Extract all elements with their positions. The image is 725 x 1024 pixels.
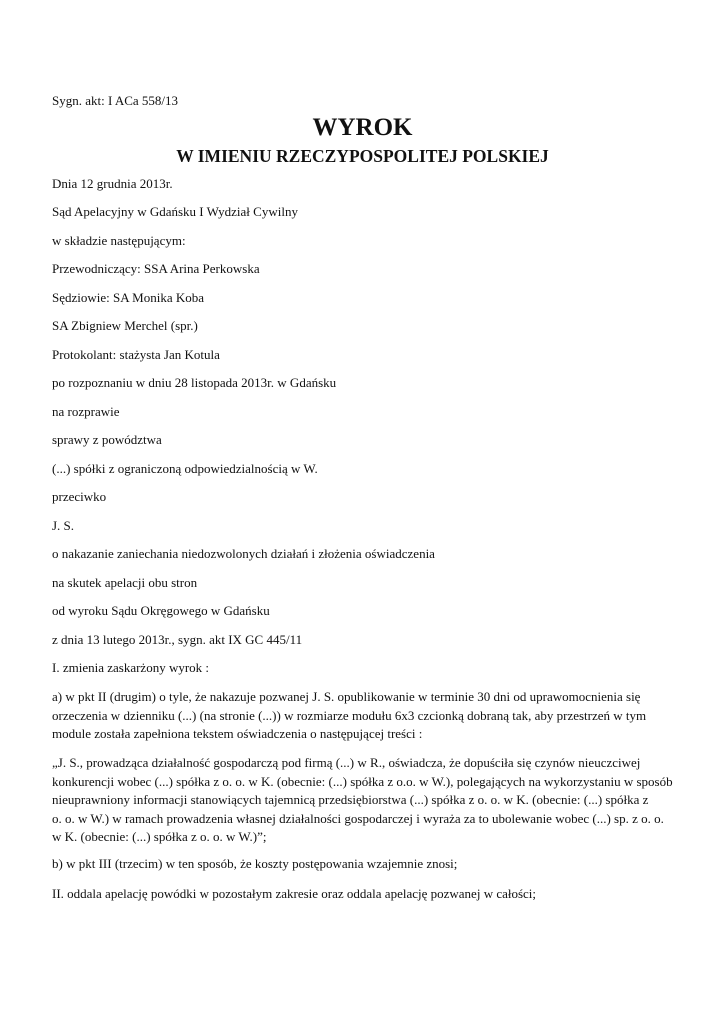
versus-label: przeciwko xyxy=(52,489,107,504)
lower-court: od wyroku Sądu Okręgowego w Gdańsku xyxy=(52,603,270,618)
case-signature: Sygn. akt: I ACa 558/13 xyxy=(52,93,179,108)
paragraph-line: module została zapełniona tekstem oświadczenia o następującej treści : xyxy=(52,726,423,741)
ruling-point-a xyxy=(52,688,678,744)
statement-quote xyxy=(52,754,678,847)
judges: Sędziowie: SA Monika Koba xyxy=(52,290,205,305)
paragraph-line: „J. S., prowadząca działalność gospodarczą pod firmą (...) w R., oświadcza, że dopuściła się czynów nieuczciwej xyxy=(52,755,641,770)
judge-rapporteur: SA Zbigniew Merchel (spr.) xyxy=(52,318,198,333)
court-name: Sąd Apelacyjny w Gdańsku I Wydział Cywilny xyxy=(52,204,298,219)
presiding-judge: Przewodniczący: SSA Arina Perkowska xyxy=(52,261,260,276)
plaintiff: (...) spółki z ograniczoną odpowiedzialnością w W. xyxy=(52,461,318,476)
paragraph-line: nieuprawniony informacji stanowiących tajemnicą przedsiębiorstwa (...) spółka z o. o. w K. (obecnie: (...) spółka z xyxy=(52,792,649,807)
paragraph-line: orzeczenia w dzienniku (...) (na stronie (...)) w rozmiarze modułu 6x3 czcionką dobraną tak, aby przestrzeń w tym xyxy=(52,707,647,723)
lower-court-judgment-date: z dnia 13 lutego 2013r., sygn. akt IX GC 445/11 xyxy=(52,632,303,647)
judgment-date: Dnia 12 grudnia 2013r. xyxy=(52,176,173,191)
paragraph-line: w K. (obecnie: (...) spółka z o. o. w W.)”; xyxy=(52,829,267,844)
paragraph-line: o. o. w W.) w ramach prowadzenia własnej działalności gospodarczej i wyraża za to ubolewanie wobec (...) sp. z o. o. xyxy=(52,810,664,826)
paragraph-line: a) w pkt II (drugim) o tyle, że nakazuje pozwanej J. S. opublikowanie w terminie 30 dni od uprawomocnienia się xyxy=(52,689,641,704)
hearing-type: na rozprawie xyxy=(52,404,120,419)
composition-label: w składzie następującym: xyxy=(52,233,186,248)
hearing-date: po rozpoznaniu w dniu 28 listopada 2013r. w Gdańsku xyxy=(52,375,337,390)
judgment-subtitle: W IMIENIU RZECZYPOSPOLITEJ POLSKIEJ xyxy=(176,146,549,166)
judgment-title: WYROK xyxy=(312,114,413,141)
defendant: J. S. xyxy=(52,518,75,533)
case-intro: sprawy z powództwa xyxy=(52,432,162,447)
ruling-point-i: I. zmienia zaskarżony wyrok : xyxy=(52,660,210,675)
court-reporter: Protokolant: stażysta Jan Kotula xyxy=(52,347,220,362)
paragraph-line: konkurencji wobec (...) spółka z o. o. w K. (obecnie: (...) spółka z o.o. w W.), polegających na wykorzystaniu w sposób xyxy=(52,773,673,789)
ruling-point-b: b) w pkt III (trzecim) w ten sposób, że koszty postępowania wzajemnie znosi; xyxy=(52,856,458,871)
ruling-point-ii: II. oddala apelację powódki w pozostałym zakresie oraz oddala apelację pozwanej w całości; xyxy=(52,886,537,901)
case-subject: o nakazanie zaniechania niedozwolonych działań i złożenia oświadczenia xyxy=(52,546,435,561)
appeal-basis: na skutek apelacji obu stron xyxy=(52,575,198,590)
